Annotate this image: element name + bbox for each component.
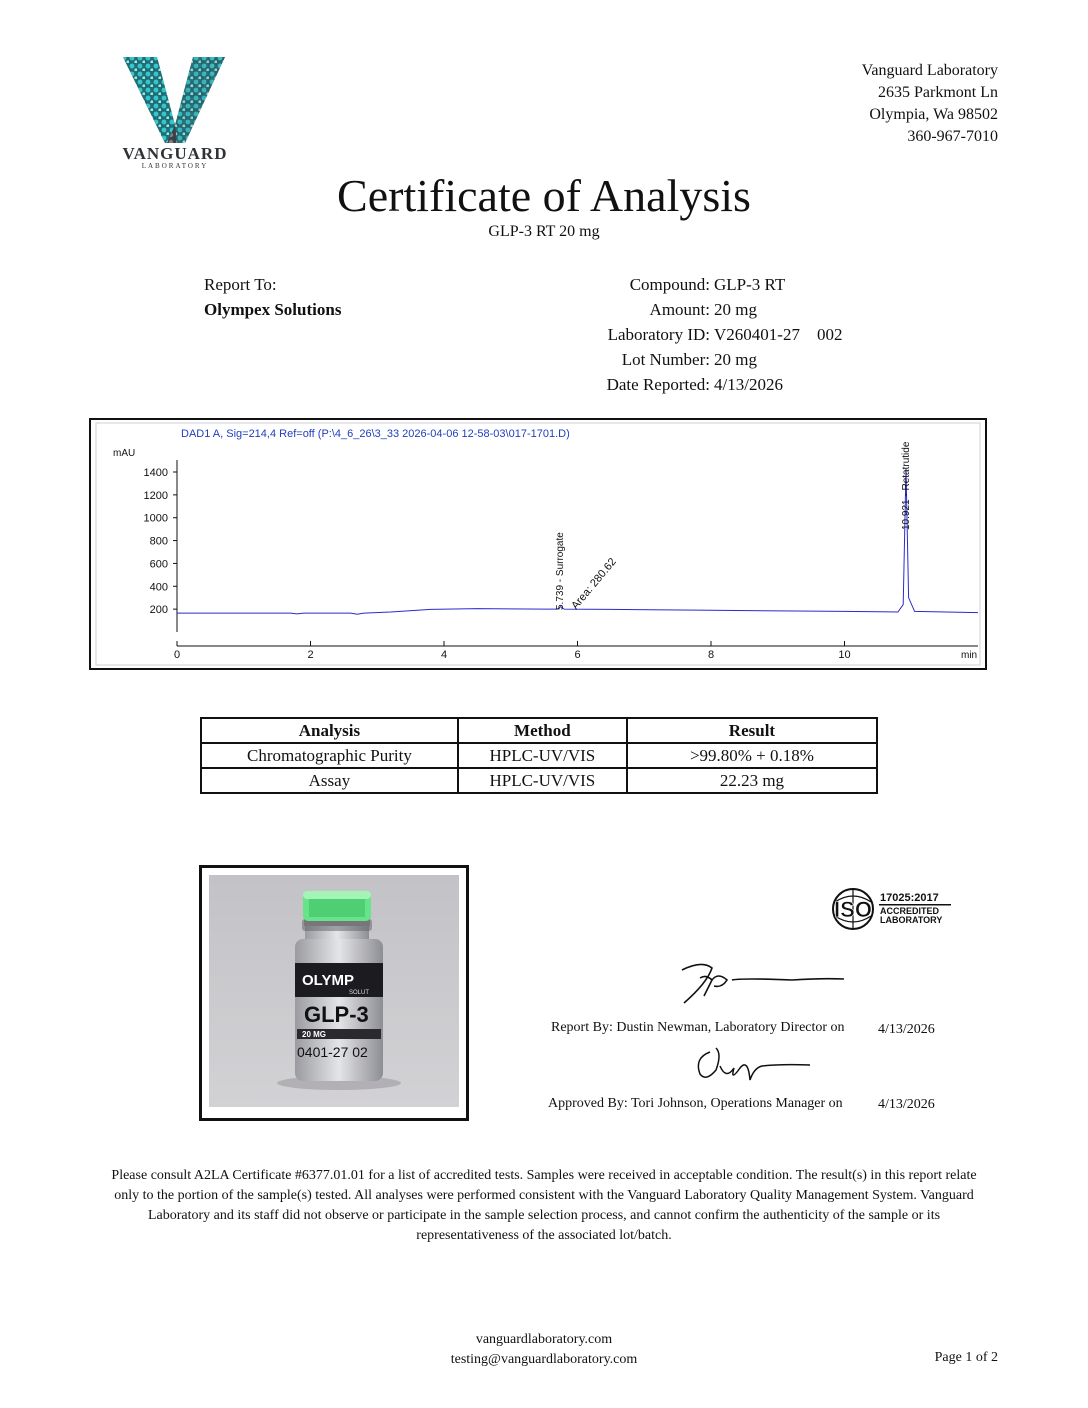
x-tick-label: 8 [707,649,715,661]
plot-border [96,423,980,665]
vial-brand-sub: SOLUT [349,990,370,996]
report-to [204,272,341,322]
cell-result: 22.23 mg [627,768,877,793]
approved-by-date: 4/13/2026 [878,1097,935,1112]
x-tick-label: 10 [838,649,851,661]
x-tick-label: 6 [574,649,581,661]
cell-analysis: Chromatographic Purity [201,743,458,768]
meta-value: GLP-3 RT [714,275,786,294]
peak-area-label: Area: 280.62 [569,555,619,612]
meta-value: 20 mg [714,300,757,319]
y-tick-label: 1400 [143,467,168,479]
y-tick-label: 200 [149,604,168,617]
meta-label: Laboratory ID: [607,325,710,344]
meta-label: Lot Number: [621,350,710,369]
vial-dose: 20 MG [302,1030,327,1039]
col-analysis: Analysis [201,718,458,743]
handwritten-signature-icon [690,1040,830,1090]
iso-line3: LABORATORY [880,915,943,925]
x-tick-label: 0 [173,649,181,661]
footer-email[interactable]: testing@vanguardlaboratory.com [450,1352,638,1367]
meta-row [560,347,842,372]
results-table [200,717,878,794]
vial-image [209,875,459,1107]
meta-value: 20 mg [714,350,757,369]
chromatogram [89,418,987,670]
logo-name: VANGUARD [122,144,228,163]
y-tick-label: 1200 [143,489,168,502]
logo-sub: LABORATORY [141,162,209,170]
page-title: Certificate of Analysis [337,170,751,221]
meta-row [560,297,842,322]
lab-name: Vanguard Laboratory [861,62,998,79]
meta-label: Compound: [629,275,710,294]
page-subtitle: GLP-3 RT 20 mg [488,223,600,240]
vial-name: GLP-3 [304,1002,369,1027]
footer-contact [0,1330,1088,1370]
client-name: Olympex Solutions [204,300,342,319]
vanguard-v-logo-icon [105,55,245,170]
meta-row [560,322,842,347]
iso-mark: ISO [834,897,872,922]
col-method: Method [458,718,627,743]
peak-label-surrogate: 5.739 - Surrogate [555,532,567,610]
peak-label-retatrutide: 10.921 - Retatrutide [900,441,912,530]
meta-row [560,272,842,297]
sample-photo [209,875,459,1107]
page-number: Page 1 of 2 [934,1350,998,1365]
lab-address [862,60,998,148]
vanguard-logo [105,55,245,170]
iso-badge [830,888,956,935]
cell-analysis: Assay [201,768,458,793]
chromatogram-plot [91,420,985,668]
handwritten-signature-icon [672,958,852,1008]
lab-city: Olympia, Wa 98502 [869,106,998,123]
approved-by-label: Approved By: Tori Johnson, Operations Manager on [548,1096,843,1111]
chromatogram-trace [177,469,978,615]
meta-value: V260401-27 002 [714,325,843,344]
footer-website[interactable]: vanguardlaboratory.com [475,1332,613,1347]
iso-line2: ACCREDITED [880,906,940,916]
y-tick-label: 600 [149,558,168,571]
cell-method: HPLC-UV/VIS [458,768,627,793]
table-header-row [201,718,877,743]
y-unit-label: mAU [113,448,136,459]
meta-row [560,372,842,397]
y-tick-label: 400 [149,581,168,594]
signature-tori [690,1040,830,1095]
table-row [201,768,877,793]
x-tick-label: 2 [307,649,314,661]
sample-meta [560,272,842,397]
x-tick-label: 4 [440,649,448,661]
lab-phone: 360-967-7010 [907,128,998,145]
meta-label: Date Reported: [606,375,710,394]
meta-label: Amount: [649,300,710,319]
iso-line1: 17025:2017 [880,892,939,904]
x-unit-label: min [961,650,978,661]
cell-result: >99.80% + 0.18% [627,743,877,768]
col-result: Result [627,718,877,743]
signature-dustin [672,958,852,1013]
report-by-label: Report By: Dustin Newman, Laboratory Director on [551,1020,845,1035]
disclaimer: Please consult A2LA Certificate #6377.01.01 for a list of accredited tests. Samples were received in acceptable condition. The result(s) in this report relate only to the portion of the sample(s) tested. All analyses were performed consistent with the Vanguard Laboratory Quality Management System. Vanguard Laboratory and its staff did not observe or participate in the sample selection process, and cannot confirm the authenticity of the sample or its representativeness of the associated lot/batch. [111,1168,977,1243]
y-tick-label: 1000 [143,512,168,525]
sample-photo-frame [199,865,469,1121]
y-tick-label: 800 [149,535,168,548]
vial-lot: 0401-27 02 [297,1044,368,1060]
lab-street: 2635 Parkmont Ln [878,84,998,101]
table-row [201,743,877,768]
vial-brand: OLYMP [302,972,354,989]
meta-value: 4/13/2026 [714,375,783,394]
report-to-label: Report To: [204,275,277,294]
cell-method: HPLC-UV/VIS [458,743,627,768]
chrom-header: DAD1 A, Sig=214,4 Ref=off (P:\4_6_26\3_33 2026-04-06 12-58-03\017-1701.D) [181,428,570,440]
report-by-date: 4/13/2026 [878,1022,935,1037]
iso-accreditation-icon [830,888,956,930]
